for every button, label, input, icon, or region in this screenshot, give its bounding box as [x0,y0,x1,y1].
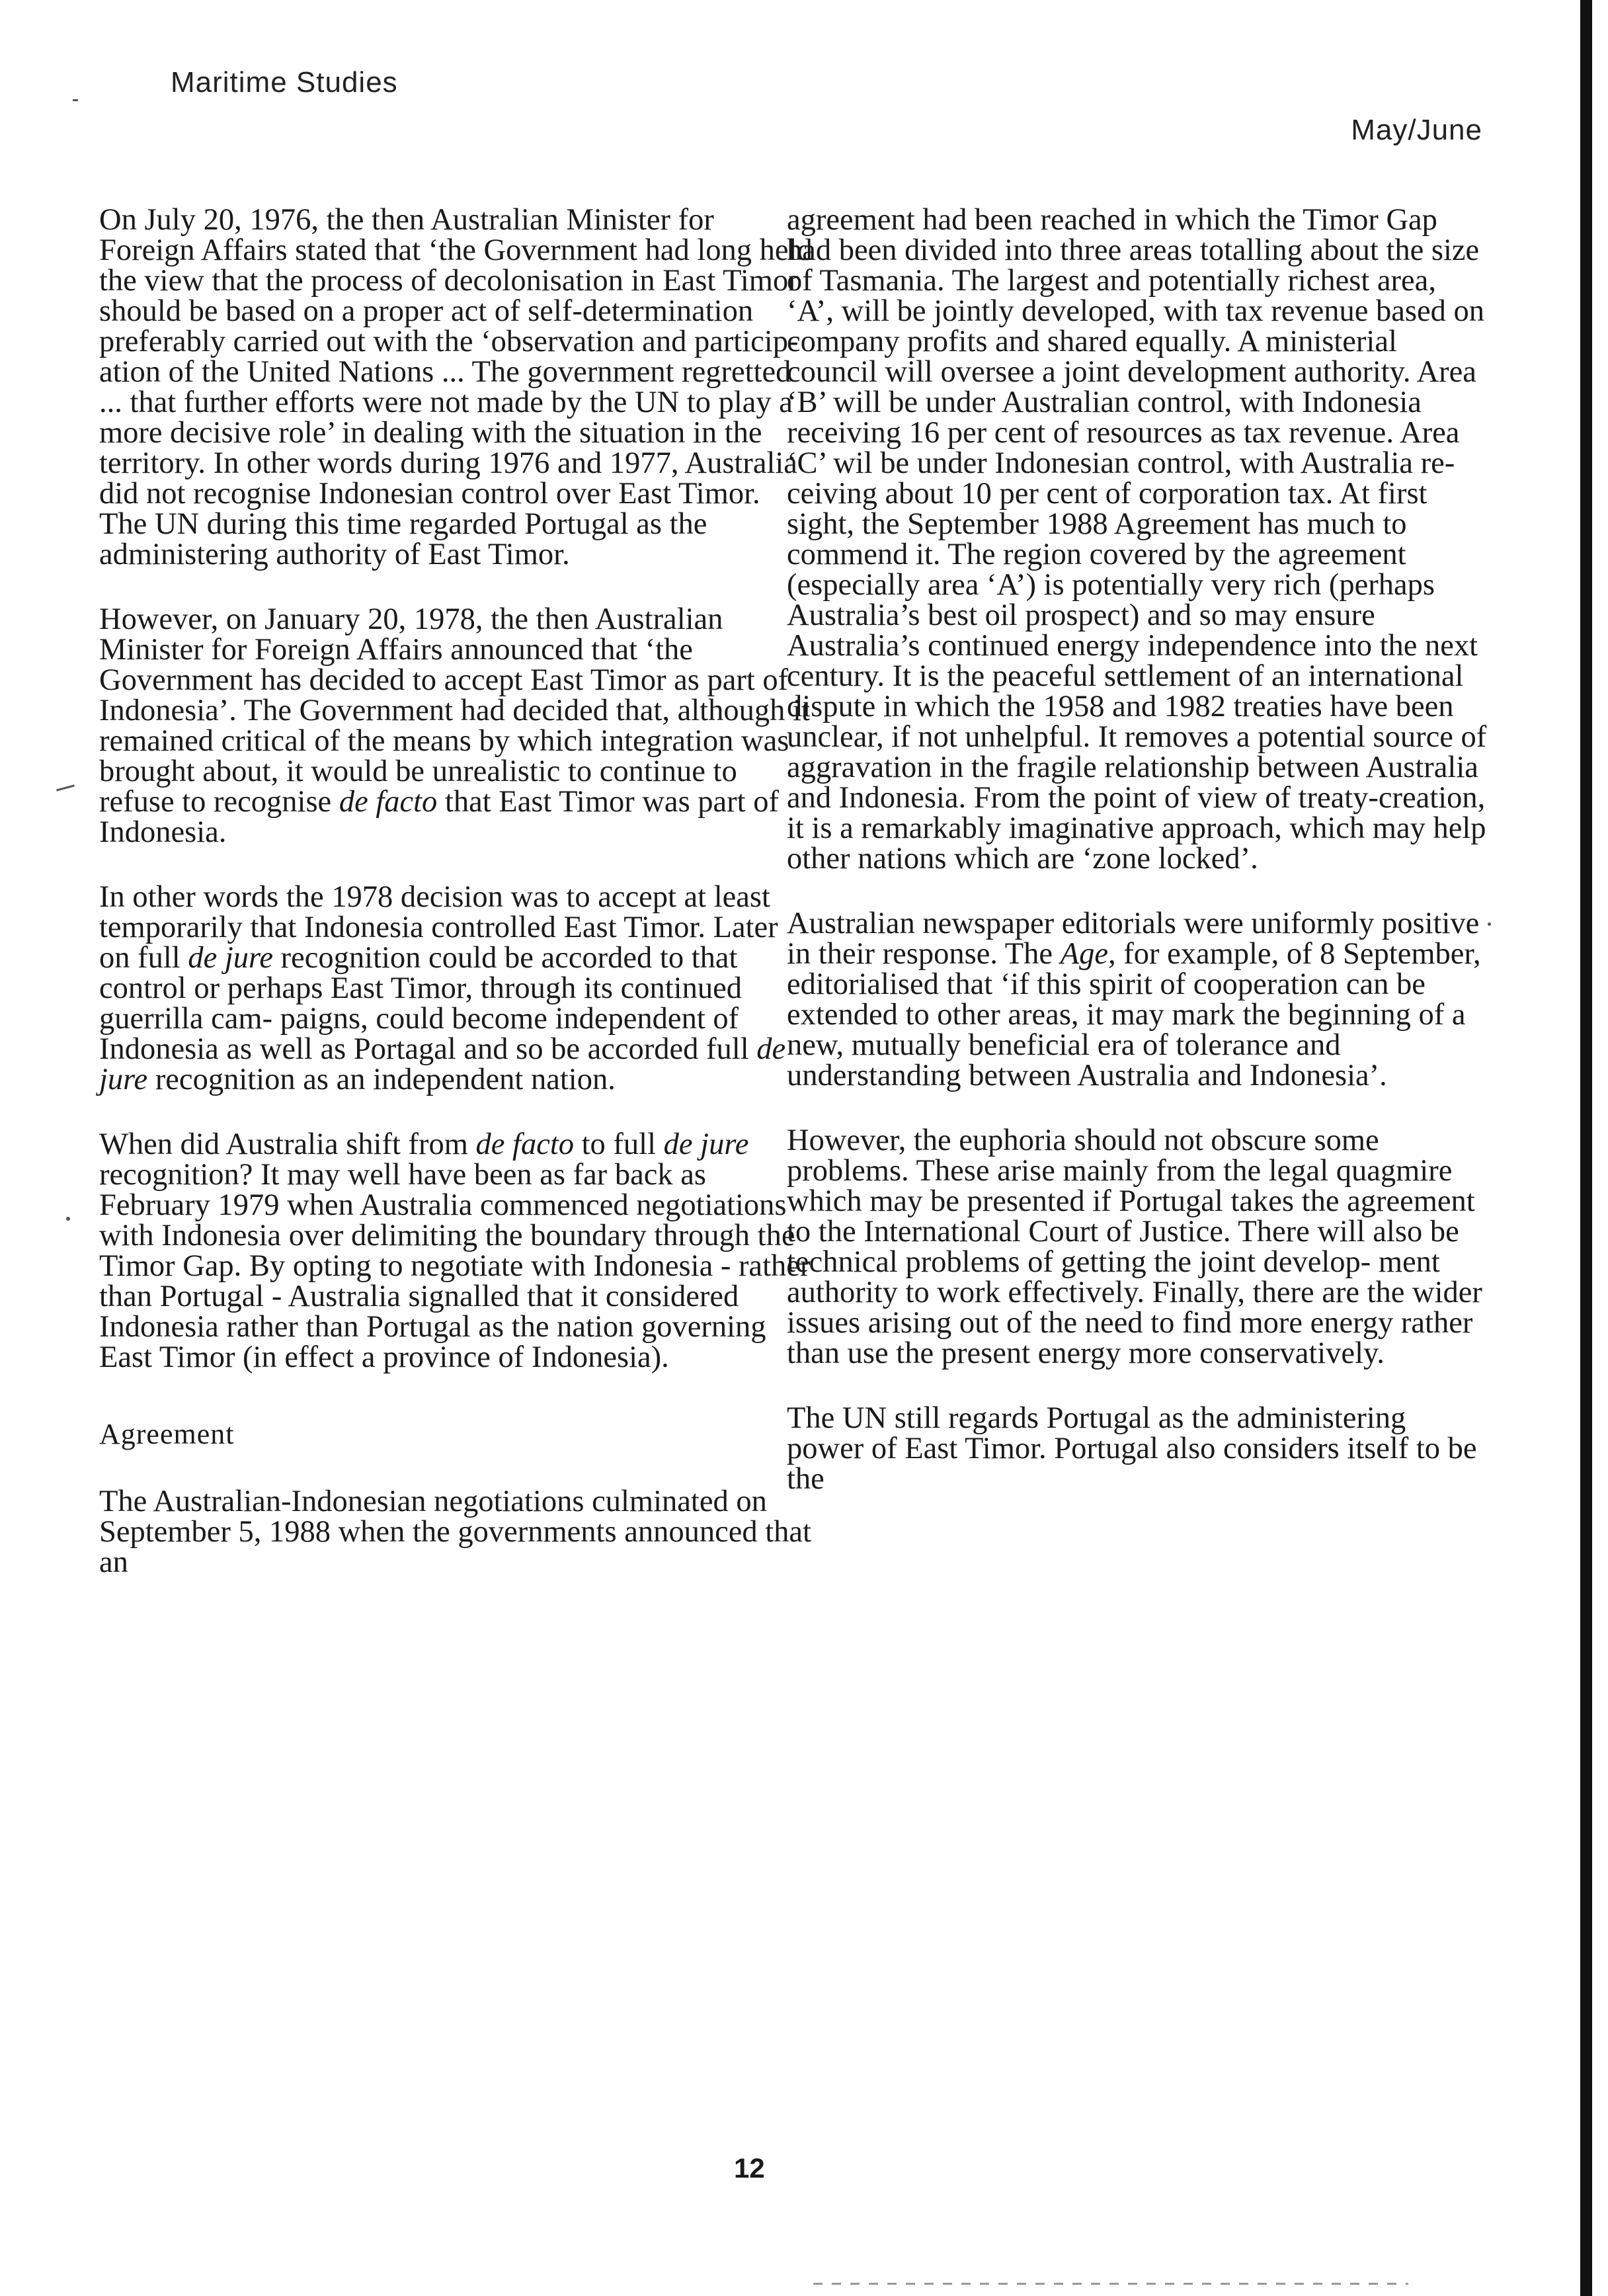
paragraph: However, the euphoria should not obscure some problems. These arise mainly from the legal quagmire which may be presented if Portugal takes the agreement to the International Court of Justice. There will also be technical problems of getting the joint develop- ment authority to work effectively. Finally, there are the wider issues arising out of the need to find more energy rather than use the present energy more conservatively. [787,1124,1482,1370]
paragraph [99,882,813,1095]
italic-term: Age, [1060,937,1116,971]
text-run: recognition could be accorded to that control or perhaps East Timor, through its continued guerrilla cam- paigns, could become independent of Indonesia as well as Portagal and so be accorded full [99,941,757,1066]
italic-term: de facto [475,1128,575,1161]
scan-artifact-mark [1488,922,1491,926]
italic-term: de jure [188,941,274,975]
text-run: for example, of 8 September, editorialised that ‘if this spirit of cooperation can be extended to other areas, it may mark the beginning of a new, mutually beneficial era of tolerance and understanding between Australia and Indonesia’. [787,937,1481,1092]
paragraph: agreement had been reached in which the Timor Gap had been divided into three areas totalling about the size of Tasmania. The largest and potentially richest area, ‘A’, will be jointly developed, with tax revenue based on company profits and shared equally. A ministerial council will oversee a joint development authority. Area ‘B’ will be under Australian control, with Indonesia receiving 16 per cent of resources as tax revenue. Area ‘C’ wil be under Indonesian control, with Australia re- ceiving about 10 per cent of corporation tax. At first sight, the September 1988 Agreement has much to commend it. The region covered by the agreement (especially area ‘A’) is potentially very rich (perhaps Australia’s best oil prospect) and so may ensure Australia’s continued energy independence into the next century. It is the peaceful settlement of an international dispute in which the 1958 and 1982 treaties have been unclear, if not unhelpful. It removes a potential source of aggravation in the fragile relationship between Australia and Indonesia. From the point of view of treaty-creation, it is a remarkably imaginative approach, which may help other nations which are ‘zone locked’. [787,203,1487,876]
right-column [787,205,1488,1529]
text-run: In other words the 1978 decision was to accept at least temporarily that Indonesia controlled East Timor. Later on full [99,880,778,975]
scan-artifact-mark [66,1217,70,1221]
paragraph: On July 20, 1976, the then Australian Minister for Foreign Affairs stated that ‘the Government had long held the view that the process of decolonisation in East Timor should be based on a proper act of self-determination preferably carried out with the ‘observation and particip- ation of the United Nations ... The government regretted ... that further efforts were not made by the UN to play a more decisive role’ in dealing with the situation in the territory. In other words during 1976 and 1977, Australia did not recognise Indonesian control over East Timor. The UN during this time regarded Portugal as the administering authority of East Timor. [99,203,813,571]
text-run: Australian newspaper editorials were uniformly positive in their response. The [787,907,1480,971]
paragraph [99,604,813,848]
left-column [99,205,813,1612]
scan-artifact-line [813,2283,1408,2285]
scan-artifact-mark [56,784,75,791]
italic-term: de jure [663,1128,749,1161]
paragraph: The UN still regards Portugal as the administering power of East Timor. Portugal also considers itself to be the [787,1401,1477,1496]
text-run: that East Timor was part of Indonesia. [99,785,779,849]
paragraph: The Australian-Indonesian negotiations culminated on September 5, 1988 when the governments announced that an [99,1485,811,1579]
paragraph [99,1129,813,1373]
text-run: recognition as an independent nation. [147,1063,616,1096]
paragraph [787,909,1488,1091]
text-run: to full [574,1128,664,1161]
section-heading: Agreement [99,1418,235,1450]
text-run: When did Australia shift from [99,1128,476,1161]
text-run: However, on January 20, 1978, the then Australian Minister for Foreign Affairs announced that ‘the Government has decided to accept East Timor as part of Indonesia’. The Government had decided that, although it remained critical of the means by which integration was brought about, it would be unrealistic to continue to refuse to recognise [99,602,810,819]
italic-term: de jure [99,1032,786,1096]
scan-edge-shadow [1580,0,1592,2296]
text-run: recognition? It may well have been as far back as February 1979 when Australia commenced negotiations with Indonesia over delimiting the boundary through the Timor Gap. By opting to negotiate with Indonesia - rather than Portugal - Australia signalled that it considered Indonesia rather than Portugal as the nation governing East Timor (in effect a province of Indonesia). [99,1158,811,1374]
page-number: 12 [734,2152,765,2184]
journal-title: Maritime Studies [171,66,398,99]
issue-date: May/June [1351,114,1482,146]
italic-term: de facto [339,785,438,819]
scan-artifact-mark [73,99,78,101]
